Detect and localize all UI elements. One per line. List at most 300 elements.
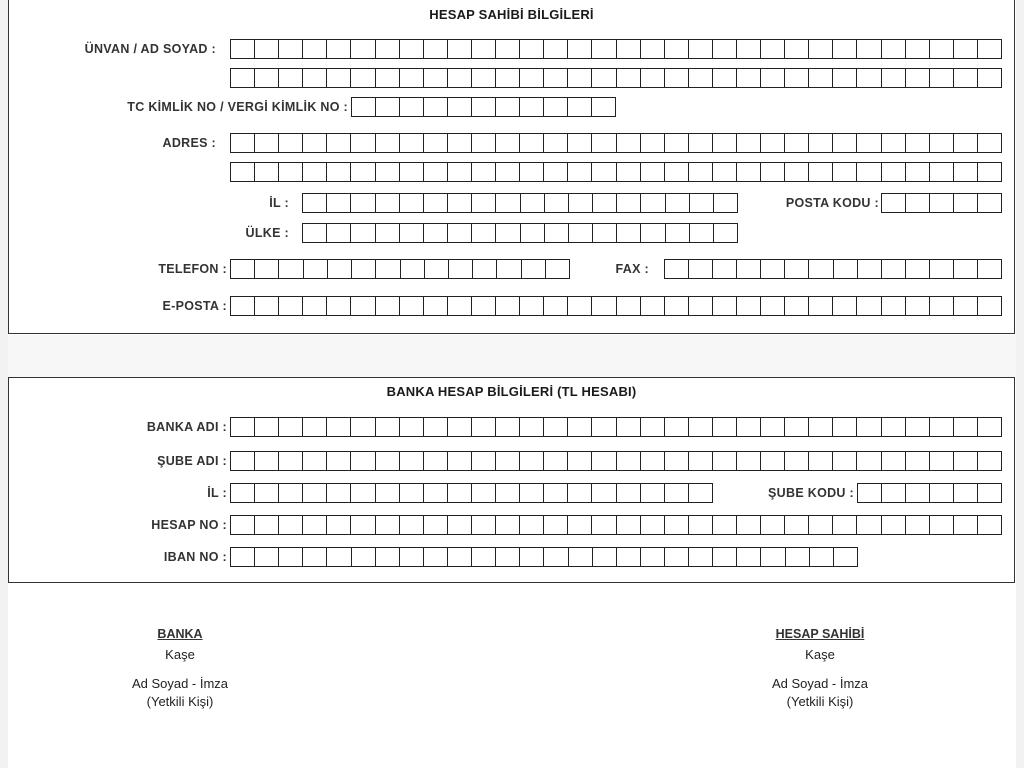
char-box[interactable]	[978, 162, 1002, 182]
char-box[interactable]	[761, 296, 785, 316]
char-box[interactable]	[400, 223, 424, 243]
char-box[interactable]	[400, 417, 424, 437]
char-box[interactable]	[978, 296, 1002, 316]
char-box[interactable]	[352, 259, 376, 279]
char-box[interactable]	[761, 547, 785, 567]
char-box[interactable]	[230, 451, 255, 471]
char-box[interactable]	[665, 515, 689, 535]
char-box[interactable]	[568, 97, 592, 117]
char-box[interactable]	[569, 193, 593, 213]
char-box[interactable]	[472, 97, 496, 117]
char-box[interactable]	[882, 259, 906, 279]
char-box[interactable]	[664, 259, 689, 279]
char-box[interactable]	[255, 547, 279, 567]
char-box[interactable]	[303, 39, 327, 59]
char-box[interactable]	[496, 193, 520, 213]
char-box[interactable]	[449, 259, 473, 279]
banka-il-field[interactable]	[230, 483, 713, 503]
char-box[interactable]	[279, 259, 303, 279]
char-box[interactable]	[351, 193, 375, 213]
char-box[interactable]	[376, 68, 400, 88]
char-box[interactable]	[689, 68, 713, 88]
char-box[interactable]	[713, 515, 737, 535]
char-box[interactable]	[496, 451, 520, 471]
char-box[interactable]	[906, 515, 930, 535]
char-box[interactable]	[351, 133, 375, 153]
char-box[interactable]	[230, 417, 255, 437]
char-box[interactable]	[472, 515, 496, 535]
ulke-field[interactable]	[302, 223, 738, 243]
char-box[interactable]	[809, 162, 833, 182]
char-box[interactable]	[496, 417, 520, 437]
char-box[interactable]	[496, 39, 520, 59]
char-box[interactable]	[376, 133, 400, 153]
char-box[interactable]	[255, 417, 279, 437]
char-box[interactable]	[930, 39, 954, 59]
char-box[interactable]	[303, 296, 327, 316]
char-box[interactable]	[833, 417, 857, 437]
char-box[interactable]	[303, 547, 327, 567]
char-box[interactable]	[593, 547, 617, 567]
char-box[interactable]	[954, 296, 978, 316]
char-box[interactable]	[737, 133, 761, 153]
char-box[interactable]	[351, 483, 375, 503]
char-box[interactable]	[761, 451, 785, 471]
char-box[interactable]	[302, 193, 327, 213]
char-box[interactable]	[327, 133, 351, 153]
char-box[interactable]	[906, 162, 930, 182]
char-box[interactable]	[448, 39, 472, 59]
char-box[interactable]	[424, 39, 448, 59]
char-box[interactable]	[496, 296, 520, 316]
char-box[interactable]	[689, 259, 713, 279]
char-box[interactable]	[521, 193, 545, 213]
char-box[interactable]	[568, 68, 592, 88]
char-box[interactable]	[327, 483, 351, 503]
char-box[interactable]	[255, 133, 279, 153]
char-box[interactable]	[544, 483, 568, 503]
char-box[interactable]	[857, 68, 881, 88]
adres-field-1[interactable]	[230, 133, 1002, 153]
char-box[interactable]	[546, 259, 570, 279]
char-box[interactable]	[376, 162, 400, 182]
char-box[interactable]	[930, 133, 954, 153]
char-box[interactable]	[714, 223, 738, 243]
char-box[interactable]	[882, 162, 906, 182]
char-box[interactable]	[303, 68, 327, 88]
char-box[interactable]	[761, 68, 785, 88]
char-box[interactable]	[544, 68, 568, 88]
char-box[interactable]	[954, 483, 978, 503]
char-box[interactable]	[833, 515, 857, 535]
char-box[interactable]	[304, 259, 328, 279]
fax-field[interactable]	[664, 259, 1002, 279]
char-box[interactable]	[592, 483, 616, 503]
char-box[interactable]	[472, 193, 496, 213]
char-box[interactable]	[327, 193, 351, 213]
char-box[interactable]	[352, 547, 376, 567]
char-box[interactable]	[496, 483, 520, 503]
char-box[interactable]	[522, 259, 546, 279]
char-box[interactable]	[568, 483, 592, 503]
char-box[interactable]	[930, 259, 954, 279]
char-box[interactable]	[882, 296, 906, 316]
char-box[interactable]	[906, 483, 930, 503]
char-box[interactable]	[737, 39, 761, 59]
char-box[interactable]	[978, 39, 1002, 59]
char-box[interactable]	[617, 483, 641, 503]
char-box[interactable]	[785, 162, 809, 182]
char-box[interactable]	[857, 162, 881, 182]
char-box[interactable]	[617, 451, 641, 471]
char-box[interactable]	[978, 483, 1002, 503]
char-box[interactable]	[544, 515, 568, 535]
char-box[interactable]	[882, 451, 906, 471]
char-box[interactable]	[497, 259, 521, 279]
char-box[interactable]	[520, 515, 544, 535]
char-box[interactable]	[520, 97, 544, 117]
char-box[interactable]	[737, 417, 761, 437]
char-box[interactable]	[400, 39, 424, 59]
char-box[interactable]	[761, 515, 785, 535]
char-box[interactable]	[351, 451, 375, 471]
char-box[interactable]	[376, 223, 400, 243]
char-box[interactable]	[255, 39, 279, 59]
char-box[interactable]	[809, 296, 833, 316]
char-box[interactable]	[617, 515, 641, 535]
char-box[interactable]	[279, 39, 303, 59]
char-box[interactable]	[400, 68, 424, 88]
char-box[interactable]	[568, 39, 592, 59]
char-box[interactable]	[857, 483, 882, 503]
char-box[interactable]	[641, 133, 665, 153]
char-box[interactable]	[617, 133, 641, 153]
char-box[interactable]	[303, 515, 327, 535]
char-box[interactable]	[809, 133, 833, 153]
char-box[interactable]	[496, 68, 520, 88]
char-box[interactable]	[327, 223, 351, 243]
char-box[interactable]	[351, 68, 375, 88]
char-box[interactable]	[713, 39, 737, 59]
char-box[interactable]	[882, 417, 906, 437]
char-box[interactable]	[568, 296, 592, 316]
char-box[interactable]	[930, 296, 954, 316]
char-box[interactable]	[303, 417, 327, 437]
char-box[interactable]	[279, 483, 303, 503]
char-box[interactable]	[833, 162, 857, 182]
char-box[interactable]	[713, 259, 737, 279]
char-box[interactable]	[544, 547, 568, 567]
char-box[interactable]	[785, 451, 809, 471]
char-box[interactable]	[833, 68, 857, 88]
char-box[interactable]	[689, 515, 713, 535]
posta-kodu-field[interactable]	[881, 193, 1002, 213]
char-box[interactable]	[568, 133, 592, 153]
char-box[interactable]	[327, 451, 351, 471]
char-box[interactable]	[785, 417, 809, 437]
char-box[interactable]	[882, 483, 906, 503]
char-box[interactable]	[834, 547, 858, 567]
char-box[interactable]	[689, 133, 713, 153]
char-box[interactable]	[809, 417, 833, 437]
char-box[interactable]	[255, 451, 279, 471]
char-box[interactable]	[255, 259, 279, 279]
char-box[interactable]	[303, 162, 327, 182]
char-box[interactable]	[279, 547, 303, 567]
char-box[interactable]	[496, 547, 520, 567]
char-box[interactable]	[689, 417, 713, 437]
char-box[interactable]	[568, 162, 592, 182]
char-box[interactable]	[351, 515, 375, 535]
char-box[interactable]	[954, 417, 978, 437]
char-box[interactable]	[400, 162, 424, 182]
char-box[interactable]	[641, 193, 665, 213]
char-box[interactable]	[906, 296, 930, 316]
sube-adi-field[interactable]	[230, 451, 1002, 471]
char-box[interactable]	[448, 162, 472, 182]
char-box[interactable]	[713, 547, 737, 567]
char-box[interactable]	[545, 193, 569, 213]
char-box[interactable]	[279, 296, 303, 316]
char-box[interactable]	[376, 483, 400, 503]
char-box[interactable]	[641, 296, 665, 316]
hesap-no-field[interactable]	[230, 515, 1002, 535]
char-box[interactable]	[545, 223, 569, 243]
char-box[interactable]	[568, 417, 592, 437]
char-box[interactable]	[786, 547, 810, 567]
char-box[interactable]	[230, 259, 255, 279]
char-box[interactable]	[327, 39, 351, 59]
char-box[interactable]	[713, 451, 737, 471]
char-box[interactable]	[303, 451, 327, 471]
char-box[interactable]	[906, 39, 930, 59]
char-box[interactable]	[425, 259, 449, 279]
char-box[interactable]	[954, 515, 978, 535]
char-box[interactable]	[424, 483, 448, 503]
char-box[interactable]	[496, 223, 520, 243]
char-box[interactable]	[472, 451, 496, 471]
iban-no-field[interactable]	[230, 547, 858, 567]
char-box[interactable]	[882, 68, 906, 88]
char-box[interactable]	[882, 133, 906, 153]
char-box[interactable]	[544, 451, 568, 471]
char-box[interactable]	[544, 39, 568, 59]
char-box[interactable]	[376, 296, 400, 316]
char-box[interactable]	[376, 515, 400, 535]
char-box[interactable]	[617, 193, 641, 213]
char-box[interactable]	[930, 483, 954, 503]
char-box[interactable]	[761, 133, 785, 153]
char-box[interactable]	[424, 193, 448, 213]
char-box[interactable]	[592, 417, 616, 437]
char-box[interactable]	[665, 451, 689, 471]
char-box[interactable]	[857, 133, 881, 153]
char-box[interactable]	[857, 296, 881, 316]
char-box[interactable]	[833, 133, 857, 153]
char-box[interactable]	[785, 68, 809, 88]
char-box[interactable]	[230, 296, 255, 316]
char-box[interactable]	[592, 97, 616, 117]
char-box[interactable]	[327, 68, 351, 88]
char-box[interactable]	[279, 133, 303, 153]
char-box[interactable]	[978, 451, 1002, 471]
char-box[interactable]	[785, 296, 809, 316]
char-box[interactable]	[713, 162, 737, 182]
char-box[interactable]	[737, 296, 761, 316]
char-box[interactable]	[617, 223, 641, 243]
char-box[interactable]	[279, 68, 303, 88]
char-box[interactable]	[473, 259, 497, 279]
char-box[interactable]	[666, 193, 690, 213]
char-box[interactable]	[737, 68, 761, 88]
char-box[interactable]	[906, 451, 930, 471]
char-box[interactable]	[520, 483, 544, 503]
char-box[interactable]	[737, 515, 761, 535]
char-box[interactable]	[930, 515, 954, 535]
char-box[interactable]	[327, 515, 351, 535]
char-box[interactable]	[954, 451, 978, 471]
char-box[interactable]	[906, 133, 930, 153]
adres-field-2[interactable]	[230, 162, 1002, 182]
char-box[interactable]	[665, 68, 689, 88]
char-box[interactable]	[882, 515, 906, 535]
char-box[interactable]	[689, 547, 713, 567]
char-box[interactable]	[713, 133, 737, 153]
char-box[interactable]	[954, 133, 978, 153]
char-box[interactable]	[400, 515, 424, 535]
char-box[interactable]	[882, 39, 906, 59]
char-box[interactable]	[255, 296, 279, 316]
char-box[interactable]	[978, 515, 1002, 535]
char-box[interactable]	[592, 296, 616, 316]
char-box[interactable]	[857, 515, 881, 535]
char-box[interactable]	[400, 193, 424, 213]
char-box[interactable]	[833, 39, 857, 59]
char-box[interactable]	[809, 451, 833, 471]
char-box[interactable]	[521, 223, 545, 243]
char-box[interactable]	[424, 68, 448, 88]
char-box[interactable]	[833, 296, 857, 316]
char-box[interactable]	[328, 259, 352, 279]
char-box[interactable]	[978, 259, 1002, 279]
char-box[interactable]	[809, 259, 833, 279]
char-box[interactable]	[641, 515, 665, 535]
char-box[interactable]	[448, 417, 472, 437]
char-box[interactable]	[785, 515, 809, 535]
char-box[interactable]	[930, 417, 954, 437]
banka-adi-field[interactable]	[230, 417, 1002, 437]
char-box[interactable]	[472, 417, 496, 437]
char-box[interactable]	[230, 39, 255, 59]
char-box[interactable]	[448, 223, 472, 243]
char-box[interactable]	[785, 259, 809, 279]
char-box[interactable]	[690, 223, 714, 243]
char-box[interactable]	[906, 68, 930, 88]
char-box[interactable]	[954, 259, 978, 279]
char-box[interactable]	[376, 193, 400, 213]
char-box[interactable]	[448, 133, 472, 153]
char-box[interactable]	[641, 417, 665, 437]
char-box[interactable]	[351, 223, 375, 243]
char-box[interactable]	[689, 451, 713, 471]
char-box[interactable]	[376, 417, 400, 437]
char-box[interactable]	[569, 223, 593, 243]
char-box[interactable]	[230, 68, 255, 88]
char-box[interactable]	[230, 483, 255, 503]
char-box[interactable]	[592, 133, 616, 153]
char-box[interactable]	[785, 133, 809, 153]
char-box[interactable]	[857, 39, 881, 59]
char-box[interactable]	[930, 162, 954, 182]
char-box[interactable]	[857, 417, 881, 437]
char-box[interactable]	[641, 39, 665, 59]
char-box[interactable]	[665, 547, 689, 567]
char-box[interactable]	[857, 451, 881, 471]
char-box[interactable]	[930, 193, 954, 213]
char-box[interactable]	[472, 223, 496, 243]
char-box[interactable]	[472, 296, 496, 316]
char-box[interactable]	[520, 162, 544, 182]
char-box[interactable]	[376, 547, 400, 567]
eposta-field[interactable]	[230, 296, 1002, 316]
char-box[interactable]	[520, 417, 544, 437]
char-box[interactable]	[978, 68, 1002, 88]
char-box[interactable]	[472, 133, 496, 153]
char-box[interactable]	[279, 162, 303, 182]
char-box[interactable]	[761, 417, 785, 437]
char-box[interactable]	[978, 417, 1002, 437]
char-box[interactable]	[785, 39, 809, 59]
char-box[interactable]	[424, 417, 448, 437]
char-box[interactable]	[255, 68, 279, 88]
char-box[interactable]	[592, 515, 616, 535]
char-box[interactable]	[472, 547, 496, 567]
char-box[interactable]	[496, 133, 520, 153]
char-box[interactable]	[544, 296, 568, 316]
char-box[interactable]	[954, 39, 978, 59]
char-box[interactable]	[400, 296, 424, 316]
char-box[interactable]	[448, 515, 472, 535]
char-box[interactable]	[954, 193, 978, 213]
char-box[interactable]	[448, 68, 472, 88]
char-box[interactable]	[833, 451, 857, 471]
char-box[interactable]	[230, 133, 255, 153]
char-box[interactable]	[930, 68, 954, 88]
char-box[interactable]	[809, 68, 833, 88]
char-box[interactable]	[737, 451, 761, 471]
char-box[interactable]	[230, 515, 255, 535]
char-box[interactable]	[737, 259, 761, 279]
char-box[interactable]	[665, 39, 689, 59]
char-box[interactable]	[351, 296, 375, 316]
char-box[interactable]	[448, 97, 472, 117]
telefon-field[interactable]	[230, 259, 570, 279]
char-box[interactable]	[424, 97, 448, 117]
char-box[interactable]	[327, 547, 351, 567]
char-box[interactable]	[568, 515, 592, 535]
char-box[interactable]	[593, 193, 617, 213]
char-box[interactable]	[665, 483, 689, 503]
char-box[interactable]	[665, 296, 689, 316]
char-box[interactable]	[906, 193, 930, 213]
char-box[interactable]	[448, 451, 472, 471]
char-box[interactable]	[401, 259, 425, 279]
char-box[interactable]	[809, 39, 833, 59]
char-box[interactable]	[641, 451, 665, 471]
char-box[interactable]	[255, 515, 279, 535]
char-box[interactable]	[448, 547, 472, 567]
char-box[interactable]	[400, 451, 424, 471]
